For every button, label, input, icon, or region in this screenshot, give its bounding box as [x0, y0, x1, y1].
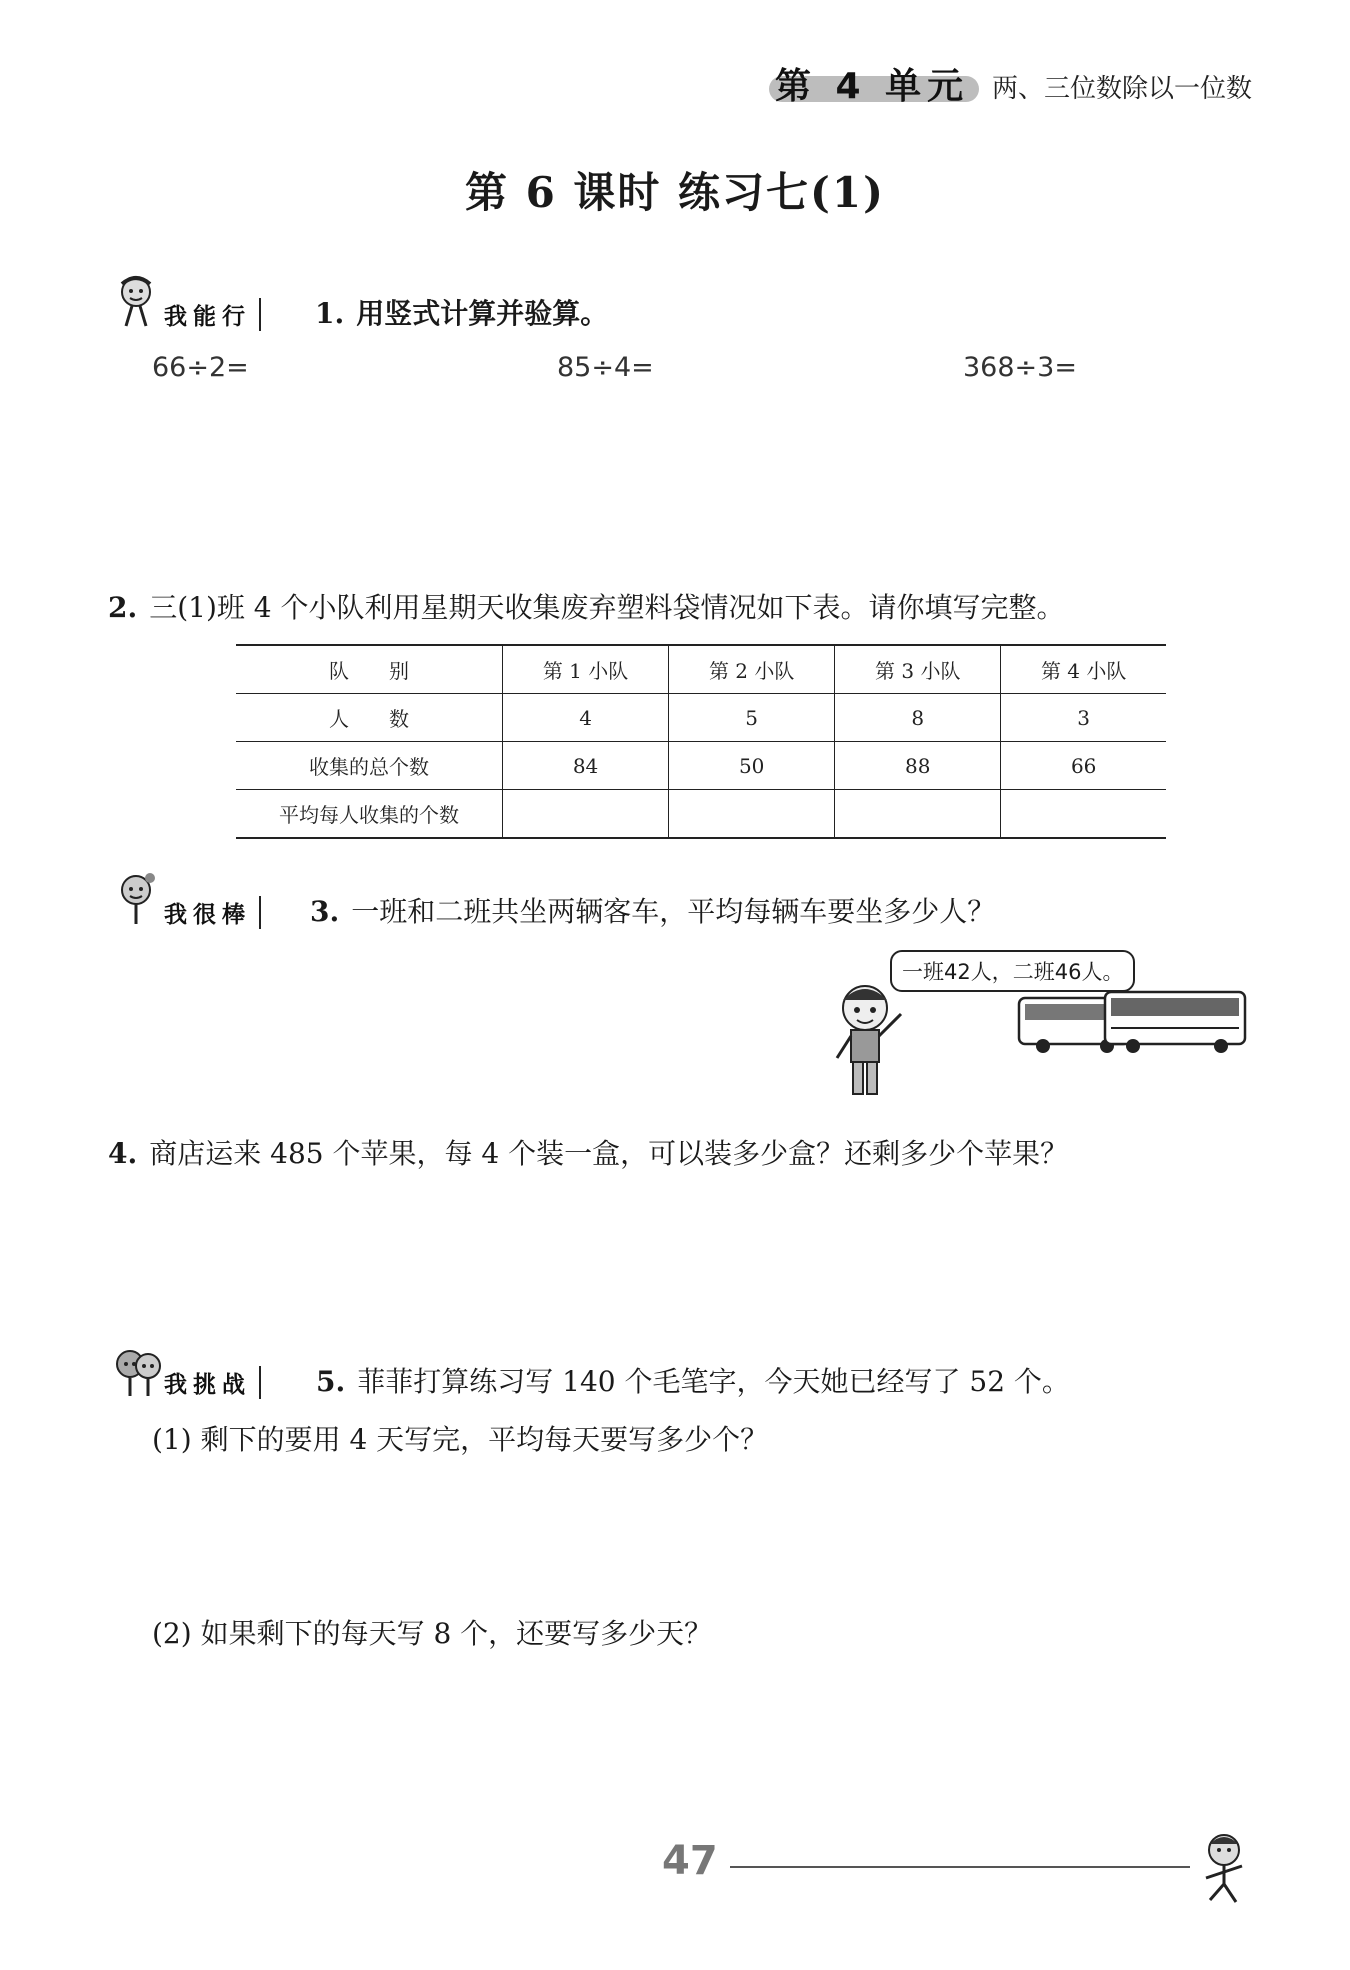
- collection-table: [236, 644, 1166, 839]
- question-1-text: 用竖式计算并验算。: [356, 297, 609, 330]
- table-cell: 50: [669, 742, 835, 790]
- question-4-number: 4.: [108, 1137, 138, 1170]
- calc-1: 66÷2=: [152, 352, 249, 383]
- table-row: [236, 645, 1166, 694]
- lesson-title: 第 6 课时 练习七(1): [464, 168, 886, 217]
- table-cell: 66: [1001, 742, 1166, 790]
- question-5: [316, 1360, 1070, 1400]
- boy-illustration-icon: [815, 978, 915, 1103]
- question-5-text: 菲菲打算练习写 140 个毛笔字，今天她已经写了 52 个。: [357, 1365, 1070, 1398]
- answer-cell[interactable]: [1001, 790, 1166, 839]
- table-cell: 第 4 小队: [1001, 645, 1166, 694]
- table-row: [236, 790, 1166, 839]
- table-cell: 平均每人收集的个数: [236, 790, 503, 839]
- question-3-number: 3.: [310, 895, 340, 928]
- table-row: [236, 694, 1166, 742]
- question-2-number: 2.: [108, 591, 138, 624]
- running-kid-icon: [1190, 1828, 1260, 1908]
- girl-mascot-icon: [112, 274, 164, 334]
- bus-icon: [1015, 988, 1250, 1058]
- footer-rule: [730, 1866, 1190, 1868]
- section-tag-label: 我很棒: [164, 896, 261, 929]
- table-cell: 5: [669, 694, 835, 742]
- unit-subtitle: 两、三位数除以一位数: [992, 74, 1253, 104]
- question-4-text: 商店运来 485 个苹果，每 4 个装一盒，可以装多少盒？还剩多少个苹果？: [149, 1137, 1069, 1170]
- unit-badge: [775, 58, 969, 109]
- table-row: [236, 742, 1166, 790]
- question-5-number: 5.: [316, 1365, 346, 1398]
- question-4: [108, 1132, 1068, 1172]
- table-cell: 人 数: [236, 694, 503, 742]
- question-3: [310, 890, 995, 930]
- question-5-part-1: (1) 剩下的要用 4 天写完，平均每天要写多少个？: [152, 1423, 769, 1456]
- section-tag-label: 我挑战: [164, 1366, 261, 1399]
- table-cell: 8: [835, 694, 1001, 742]
- answer-cell[interactable]: [669, 790, 835, 839]
- table-cell: 4: [503, 694, 669, 742]
- table-cell: 84: [503, 742, 669, 790]
- speech-bubble: 一班42人，二班46人。: [890, 950, 1135, 992]
- unit-badge-text: 第 4 单元: [775, 66, 970, 107]
- section-tag-label: 我能行: [164, 298, 261, 331]
- question-3-text: 一班和二班共坐两辆客车，平均每辆车要坐多少人？: [351, 895, 996, 928]
- question-2: [108, 586, 1065, 626]
- kids-mascot-icon: [112, 1342, 164, 1402]
- table-cell: 队 别: [236, 645, 503, 694]
- table-cell: 第 2 小队: [669, 645, 835, 694]
- question-1: [315, 292, 608, 332]
- table-cell: 第 1 小队: [503, 645, 669, 694]
- answer-cell[interactable]: [503, 790, 669, 839]
- table-cell: 88: [835, 742, 1001, 790]
- calc-3: 368÷3=: [963, 352, 1077, 383]
- question-5-part-2: (2) 如果剩下的每天写 8 个，还要写多少天？: [152, 1617, 713, 1650]
- page-number: 47: [662, 1838, 718, 1884]
- answer-cell[interactable]: [835, 790, 1001, 839]
- table-cell: 3: [1001, 694, 1166, 742]
- question-2-text: 三(1)班 4 个小队利用星期天收集废弃塑料袋情况如下表。请你填写完整。: [149, 591, 1065, 624]
- table-cell: 第 3 小队: [835, 645, 1001, 694]
- calc-2: 85÷4=: [557, 352, 654, 383]
- question-1-number: 1.: [315, 297, 345, 330]
- girl-mascot-icon: [112, 872, 164, 932]
- table-cell: 收集的总个数: [236, 742, 503, 790]
